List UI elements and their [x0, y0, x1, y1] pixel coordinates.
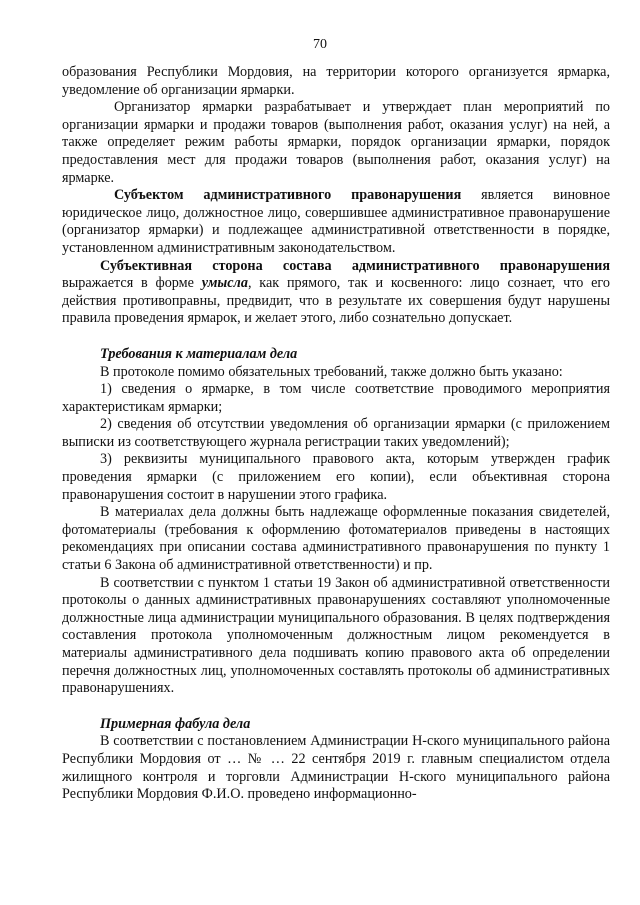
paragraph-protocol-intro: В протоколе помимо обязательных требований, также должно быть указано:: [100, 363, 563, 380]
paragraph-subject-text: является виновное юридическое лицо, должностное лицо, совершившее административное правонарушение (организатор ярмарки) и подлежащее административной ответственности в порядке, установленном административным законодательством.: [62, 187, 610, 256]
paragraph-continuation: образования Республики Мордовия, на территории которого организуется ярмарка, уведомление об организации ярмарки.: [62, 64, 610, 98]
paragraph-subjective-text-b: , как прямого, так и косвенного: лицо сознает, что его действия противоправны, предвидит, что в результате их совершения будут нарушены правила проведения ярмарок, и желает этого, либо сознательно допускает.: [62, 275, 610, 327]
heading-case-materials: Требования к материалам дела: [100, 345, 298, 362]
paragraph-organizer: Организатор ярмарки разрабатывает и утверждает план мероприятий по организации ярмарки и продажи товаров (выполнения работ, оказания услуг) на ней, а также определяет режим работы ярмарки, порядок организации ярмарки, порядок предоставления мест для продажи товаров (выполнения работ, оказания услуг) на ярмарке.: [62, 99, 610, 186]
paragraph-case-materials: В материалах дела должны быть надлежаще оформленные показания свидетелей, фотоматериалы (требования к оформлению фотоматериалов приведены в настоящих рекомендациях при описании состава административного правонарушения по пункту 1 статьи 6 Закона об административной ответственности) и пр.: [62, 504, 610, 574]
list-item-1: 1) сведения о ярмарке, в том числе соответствие проводимого мероприятия характеристикам ярмарки;: [62, 381, 610, 415]
page-number: 70: [313, 37, 327, 52]
paragraph-protocols: В соответствии с пунктом 1 статьи 19 Закон об административной ответственности протоколы о данных административных правонарушениях составляют уполномоченные должностные лица администрации муниципального образования. В целях подтверждения составления протокола уполномоченным должностным лицом рекомендуется в материалы административного дела подшивать копию правового акта об определении перечня должностных лиц, уполномоченных составлять протоколы об административных правонарушениях.: [62, 574, 610, 697]
term-subject: Субъектом административного правонарушения: [114, 187, 462, 204]
term-subjective-side: Субъективная сторона состава административного правонарушения: [100, 257, 610, 274]
heading-sample-case: Примерная фабула дела: [100, 715, 251, 732]
paragraph-subjective-side: [62, 258, 610, 328]
list-item-3: 3) реквизиты муниципального правового акта, которым утвержден график проведения ярмарки (с приложением его копии), если объективная сторона правонарушения состоит в нарушении этого графика.: [62, 451, 610, 503]
page-body: [62, 64, 610, 804]
term-intent: умысла: [201, 275, 248, 292]
list-item-2: 2) сведения об отсутствии уведомления об организации ярмарки (с приложением выписки из соответствующего журнала регистрации таких уведомлений);: [62, 416, 610, 450]
paragraph-subject: [62, 187, 610, 257]
paragraph-sample-case: В соответствии с постановлением Администрации Н-ского муниципального района Республики Мордовия от … № … 22 сентября 2019 г. главным специалистом отдела жилищного контроля и торговли Администрации Н-ского муниципального района Республики Мордовия Ф.И.О. проведено информационно-: [62, 733, 610, 803]
paragraph-subjective-text-a: выражается в форме: [62, 275, 202, 292]
